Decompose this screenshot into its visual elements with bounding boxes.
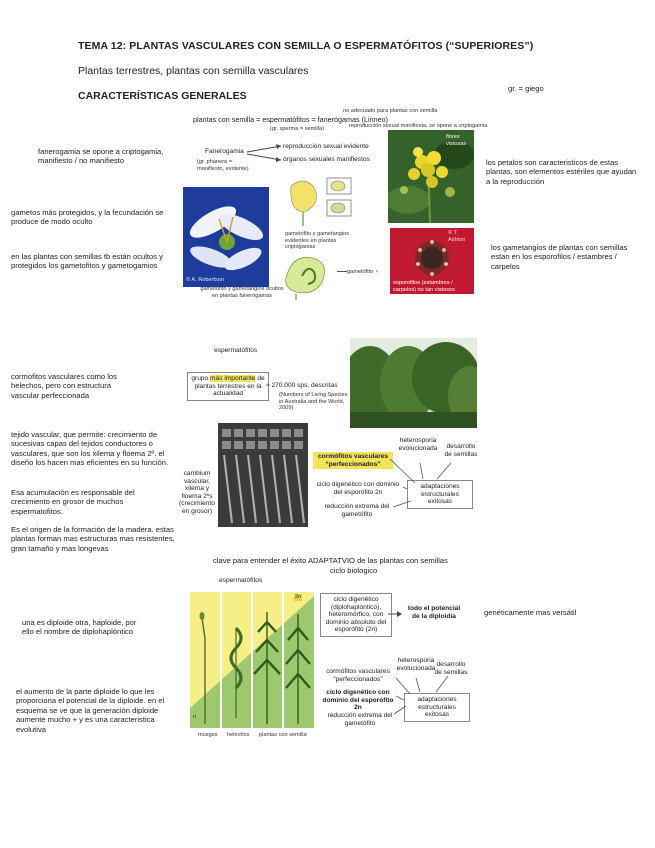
credit-1: © A. Robertson: [186, 277, 225, 283]
desarrollo-label: desarrollo de semillas: [444, 443, 478, 458]
page-title: TEMA 12: PLANTAS VASCULARES CON SEMILLA O ESPERMATÓFITOS (“SUPERIORES”): [78, 40, 534, 52]
repro-note: reproducción sexual manifiesta, se opone a criptogamia: [349, 123, 488, 129]
cambium-label: cambium vascular, xilema y floema 2ºs (crecimiento en grosor): [179, 470, 215, 515]
fanerogam-caption: gametófito y gametangios ocultos en plantas fanerógamas: [200, 286, 284, 299]
note-fanerogamia: fanerogamia se opone a criptogamia, manifiesto / no manifiesto: [38, 147, 164, 166]
ciclo-label: ciclo digenético con dominio del esporófito 2n: [316, 481, 400, 496]
col-helechos: helechos: [227, 732, 250, 738]
equation: plantas con semilla = espermatófitos = fanerógamas (Linneo): [193, 115, 388, 124]
credit-2: © T. Ashton: [448, 230, 466, 243]
col-musgos: musgos: [198, 732, 218, 738]
cryptogam-diagram: [283, 172, 359, 230]
gametofito-label: gametófito ♀: [347, 269, 379, 275]
ciclo-dom-bottom: ciclo digenético con dominio del esporófito 2n: [322, 689, 394, 712]
potencial-label: todo el potencial de la diploidía: [407, 605, 461, 620]
gametofito-pointer: [337, 271, 347, 272]
espermatofitos-bottom: espermatófitos: [219, 577, 263, 584]
note-diploide: una es diploide otra, haploide, por ello el nombre de diplohaplóntico: [22, 618, 137, 637]
blue-flower-photo: [183, 187, 269, 287]
ciclo-bio-heading: ciclo biologico: [330, 566, 378, 575]
page-subtitle: Plantas terrestres, plantas con semilla vasculares: [78, 65, 309, 77]
ploidy-2n: 2n: [295, 594, 302, 600]
note-aumento: el aumento de la parte diploide lo que les proporciona el potencial de la diploide. en el esquema se ve que la generación diploide aumente mucho + y es una caracteristica evolutiva: [16, 687, 165, 734]
section-heading: CARACTERÍSTICAS GENERALES: [78, 90, 247, 102]
species-source: (Numbers of Living Species in Australia and the World, 2009): [279, 392, 348, 412]
clave-heading: clave para entender el éxito ADAPTATVIO de las plantas con semillas: [213, 556, 448, 565]
note-gametos: gametos más protegidos, y la fecundación se produce de modo oculto: [11, 208, 164, 227]
adaptation-lines: [385, 455, 465, 515]
note-versatil: genéticamente mas versátil: [484, 608, 577, 617]
gametophyte-illustration: [278, 248, 338, 300]
potencial-arrow: [388, 610, 404, 618]
adaptaciones-bottom: adaptaciones estructurales exitosas: [404, 693, 470, 722]
note-madera: Es el origen de la formación de la madera. estas plantas forman mas estructuras mas resistentes, gran tamaño y mas longevas: [11, 525, 175, 553]
forest-photo: [350, 338, 477, 428]
sperma-note: (gr. sperma = semilla): [270, 126, 324, 132]
heterosporia-bottom: heterosporia evolucionada: [396, 657, 436, 672]
wood-micrograph: [218, 423, 308, 527]
yellow-flower-photo: [388, 130, 474, 223]
cormofitos-label: cormófitos vasculares “perfeccionados”: [313, 452, 393, 469]
phanera-note: (gr. phanera = manifiesto, evidente): [197, 159, 249, 172]
flores-label: flores vistosas: [446, 134, 467, 147]
ciclo-box: ciclo digenético (diplohaplóntico), heteromórfico, con dominio absoluto del esporófito (2n): [320, 593, 392, 637]
ploidy-n: n: [193, 714, 197, 720]
espermatofitos-label: espermatófitos: [214, 347, 258, 354]
grupo-post: de plantas terrestres en la actualidad: [194, 375, 265, 398]
desarrollo-bottom: desarrollo de semillas: [434, 661, 468, 676]
grupo-pre: grupo: [191, 375, 211, 382]
fanerogamia-term: Fanerogamia: [205, 148, 244, 155]
adaptation-lines-bottom: [390, 668, 460, 718]
note-ocultos: en las plantas con semillas tb están ocultos y protegidos los gametofitos y gametogamios: [11, 252, 163, 271]
arrow-label-1: reproducción sexual evidente: [283, 143, 369, 150]
note-cormofitos: cormofitos vasculares como los helechos, pero con estructura vascular perfeccionada: [11, 372, 117, 400]
col-plantas: plantas con semilla: [259, 732, 307, 738]
greek-note: gr. = giego: [508, 84, 544, 93]
life-cycle-chart: [190, 588, 314, 728]
arrows-diagram: [245, 142, 285, 166]
red-stamens-photo: [390, 228, 474, 294]
grupo-box: [187, 372, 269, 401]
adaptaciones-box: adaptaciones estructurales exitosas: [407, 480, 473, 509]
reduccion-bottom: reducción extrema del gametófito: [327, 712, 393, 727]
note-acumulacion: Esa acumulación es responsable del crecimiento en grosor de muchos espermatofitos.: [11, 488, 135, 516]
arrow-label-2: órganos sexuales manifiestos: [283, 156, 370, 163]
note-inadequate: no adecuado para plantas con semilla: [343, 108, 438, 114]
esporofilo-caption: esporofilos (estambres / carpelos) no tan vistosos: [393, 280, 455, 293]
note-petalos: los petalos son caracteristicos de estas plantas, son elementos estériles que ayudan a la reproducción: [486, 158, 637, 186]
species-count: ≈ 270.000 sps. descritas: [266, 382, 338, 389]
reduccion-label: reducción extrema del gametófito: [324, 503, 390, 518]
note-tejido: tejido vascular, que permite: crecimiento de sucesivas capas del tejidos conductores o vasculares, que son los xilema y floema 2º. el diseño los hacen mas eficientes en su función.: [11, 430, 169, 468]
heterosporia-label: heterosporia evolucionada: [398, 437, 438, 452]
grupo-highlight: más importante: [210, 375, 256, 382]
cormofitos-bottom: cormófitos vasculares “perfeccionados”: [326, 668, 390, 683]
note-gametangios: los gametangios de plantas con semillas estan en los esporofilos / estambres / carpelos: [491, 243, 628, 271]
cryptogam-caption: gametófito y gametangios evidentes en plantas criptógamas: [285, 231, 350, 251]
